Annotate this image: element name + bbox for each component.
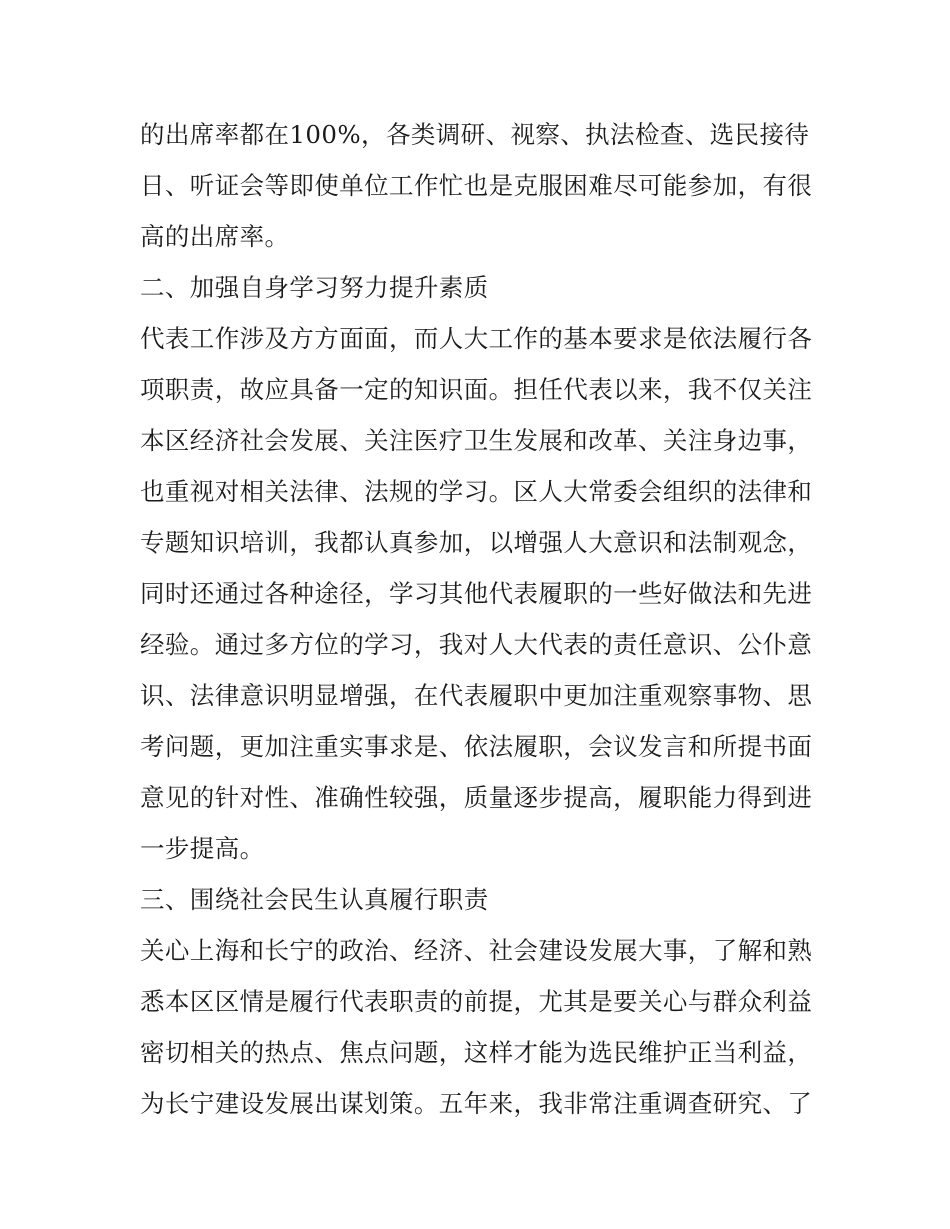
section-heading: 二、加强自身学习努力提升素质 xyxy=(140,273,489,302)
text-line: 日、听证会等即使单位工作忙也是克服困难尽可能参加，有很 xyxy=(140,171,813,200)
text-line: 本区经济社会发展、关注医疗卫生发展和改革、关注身边事， xyxy=(140,426,813,455)
text-line: 意见的针对性、准确性较强，质量逐步提高，履职能力得到进 xyxy=(140,783,813,812)
text-line: 的出席率都在100%，各类调研、视察、执法检查、选民接待 xyxy=(140,120,810,149)
text-line: 为长宁建设发展出谋划策。五年来，我非常注重调查研究、了 xyxy=(140,1089,813,1118)
document-body xyxy=(140,109,820,1129)
text-line: 考问题，更加注重实事求是、依法履职，会议发言和所提书面 xyxy=(140,732,813,761)
text-line: 专题知识培训，我都认真参加，以增强人大意识和法制观念， xyxy=(140,528,813,557)
text-line: 代表工作涉及方方面面，而人大工作的基本要求是依法履行各 xyxy=(140,324,813,353)
text-line: 也重视对相关法律、法规的学习。区人大常委会组织的法律和 xyxy=(140,477,813,506)
text-line: 项职责，故应具备一定的知识面。担任代表以来，我不仅关注 xyxy=(140,375,813,404)
text-line: 识、法律意识明显增强，在代表履职中更加注重观察事物、思 xyxy=(140,681,813,710)
section-heading: 三、围绕社会民生认真履行职责 xyxy=(140,885,489,914)
text-line: 经验。通过多方位的学习，我对人大代表的责任意识、公仆意 xyxy=(140,630,813,659)
text-line: 同时还通过各种途径，学习其他代表履职的一些好做法和先进 xyxy=(140,579,813,608)
text-line: 一步提高。 xyxy=(140,834,265,863)
text-line: 关心上海和长宁的政治、经济、社会建设发展大事，了解和熟 xyxy=(140,936,813,965)
text-line: 高的出席率。 xyxy=(140,222,290,251)
text-line: 悉本区区情是履行代表职责的前提，尤其是要关心与群众利益 xyxy=(140,987,813,1016)
text-line: 密切相关的热点、焦点问题，这样才能为选民维护正当利益， xyxy=(140,1038,813,1067)
